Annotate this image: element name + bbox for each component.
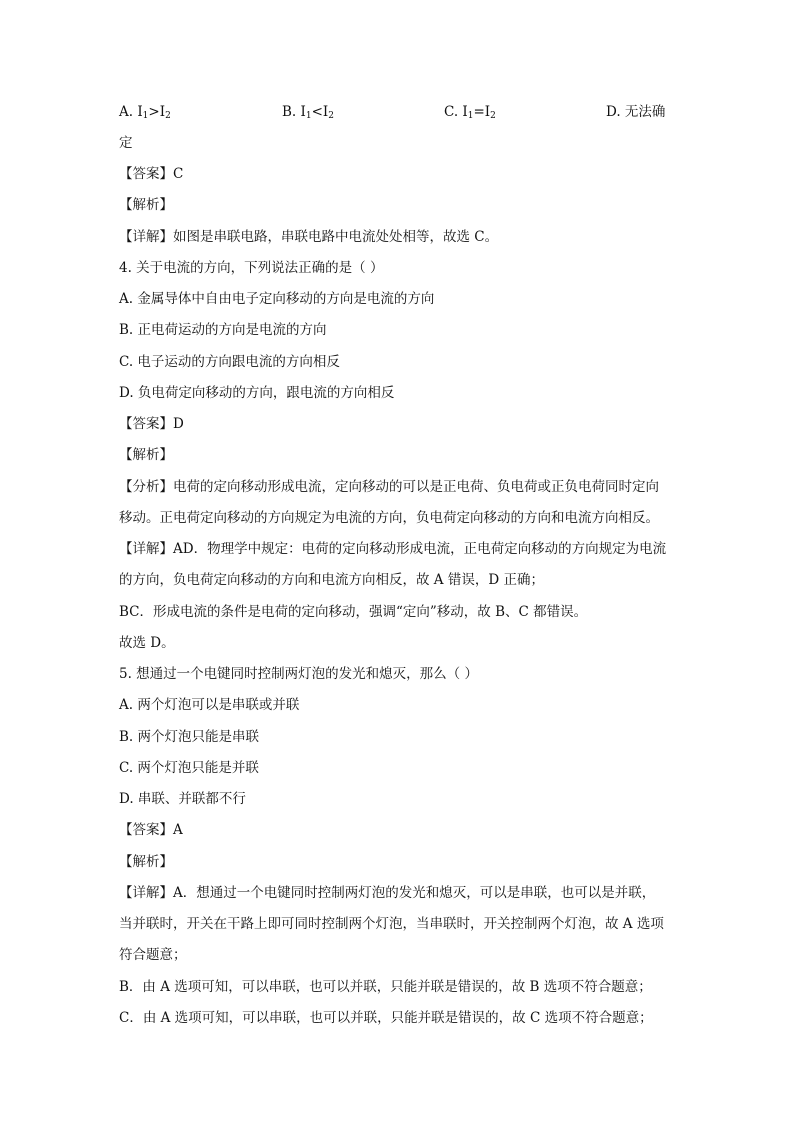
q4-detail-line: 【详解】AD．物理学中规定：电荷的定向移动形成电流，正电荷定向移动的方向规定为电流: [119, 541, 667, 557]
q4-conclusion: 故选 D。: [119, 635, 175, 651]
q4-option-a: A. 金属导体中自由电子定向移动的方向是电流的方向: [119, 291, 435, 307]
q3-option-d: D. 无法确: [606, 104, 666, 120]
q4-analysis-label: 【解析】: [119, 447, 173, 463]
q4-option-d: D. 负电荷定向移动的方向，跟电流的方向相反: [119, 385, 395, 401]
q3-option-d-continued: 定: [119, 135, 133, 151]
q3-detail: 【详解】如图是串联电路，串联电路中电流处处相等，故选 C。: [119, 229, 499, 245]
q5-option-c: C. 两个灯泡只能是并联: [119, 760, 259, 776]
q5-option-b: B. 两个灯泡只能是串联: [119, 729, 260, 745]
q5-detail-line: C．由 A 选项可知，可以串联，也可以并联，只能并联是错误的，故 C 选项不符合题意；: [119, 1010, 653, 1026]
q3-answer: 【答案】C: [119, 166, 184, 182]
q4-analysis-line: 【分析】电荷的定向移动形成电流，定向移动的可以是正电荷、负电荷或正负电荷同时定向: [119, 479, 659, 495]
q4-detail-line: 的方向，负电荷定向移动的方向和电流方向相反，故 A 错误，D 正确；: [119, 572, 544, 588]
q5-answer: 【答案】A: [119, 822, 183, 838]
q5-detail-line: 符合题意；: [119, 947, 187, 963]
q5-stem: 5. 想通过一个电键同时控制两灯泡的发光和熄灭，那么（ ）: [119, 666, 478, 682]
q4-analysis-line: 移动。正电荷定向移动的方向规定为电流的方向，负电荷定向移动的方向和电流方向相反。: [119, 510, 659, 526]
q3-option-b: B. $I_1<I_2$: [282, 104, 334, 121]
q5-option-d: D. 串联、并联都不行: [119, 791, 246, 807]
q4-detail-line: BC．形成电流的条件是电荷的定向移动，强调“定向”移动，故 B、C 都错误。: [119, 604, 588, 620]
q3-analysis-label: 【解析】: [119, 197, 173, 213]
q5-detail-line: B．由 A 选项可知，可以串联，也可以并联，只能并联是错误的，故 B 选项不符合题意；: [119, 979, 652, 995]
q3-option-a: A. $I_1>I_2$: [119, 104, 171, 121]
q4-stem: 4. 关于电流的方向，下列说法正确的是（ ）: [119, 260, 384, 276]
q5-detail-line: 当并联时，开关在干路上即可同时控制两个灯泡，当串联时，开关控制两个灯泡，故 A 选项: [119, 916, 664, 932]
q3-option-c: C. $I_1=I_2$: [444, 104, 496, 121]
q5-option-a: A. 两个灯泡可以是串联或并联: [119, 697, 300, 713]
q4-option-c: C. 电子运动的方向跟电流的方向相反: [119, 354, 340, 370]
q4-answer: 【答案】D: [119, 416, 184, 432]
q5-analysis-label: 【解析】: [119, 854, 173, 870]
q5-detail-line: 【详解】A．想通过一个电键同时控制两灯泡的发光和熄灭，可以是串联，也可以是并联，: [119, 885, 656, 901]
q4-option-b: B. 正电荷运动的方向是电流的方向: [119, 322, 327, 338]
